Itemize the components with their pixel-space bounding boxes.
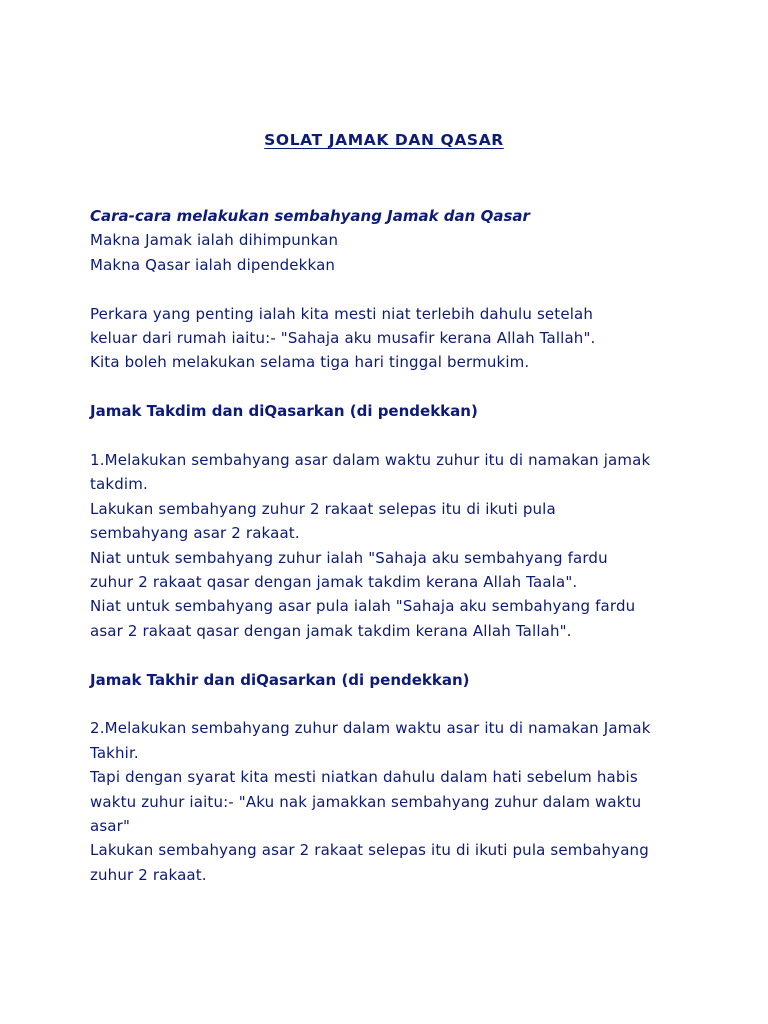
paragraph-gap [90, 692, 720, 716]
text-line: asar 2 rakaat qasar dengan jamak takdim kerana Allah Tallah". [90, 621, 572, 640]
paragraph-gap [90, 643, 720, 667]
document-title: SOLAT JAMAK DAN QASAR [264, 131, 504, 149]
paragraph-gap [90, 424, 720, 448]
section-heading-cara-cara: Cara-cara melakukan sembahyang Jamak dan Qasar [90, 207, 530, 225]
text-line: 1.Melakukan sembahyang asar dalam waktu zuhur itu di namakan jamak [90, 451, 651, 470]
text-line: Perkara yang penting ialah kita mesti niat terlebih dahulu setelah [90, 304, 594, 323]
text-line: Niat untuk sembahyang asar pula ialah "Sahaja aku sembahyang fardu [90, 597, 636, 616]
text-line: Kita boleh melakukan selama tiga hari tinggal bermukim. [90, 353, 530, 372]
text-line: Makna Jamak ialah dihimpunkan [90, 231, 339, 250]
section-heading-jamak-takhir: Jamak Takhir dan diQasarkan (di pendekkan) [90, 670, 470, 689]
text-line: 2.Melakukan sembahyang zuhur dalam waktu asar itu di namakan Jamak [90, 719, 651, 738]
text-line: Niat untuk sembahyang zuhur ialah "Sahaja aku sembahyang fardu [90, 548, 608, 567]
text-line: sembahyang asar 2 rakaat. [90, 524, 300, 543]
text-line: waktu zuhur iaitu:- "Aku nak jamakkan sembahyang zuhur dalam waktu [90, 792, 642, 811]
text-line: takdim. [90, 475, 148, 494]
text-line: zuhur 2 rakaat qasar dengan jamak takdim kerana Allah Taala". [90, 573, 578, 592]
text-line: zuhur 2 rakaat. [90, 865, 207, 884]
paragraph-gap [90, 277, 720, 301]
text-line: asar" [90, 817, 131, 836]
paragraph-gap [90, 375, 720, 399]
document-body [90, 204, 720, 887]
text-line: Takhir. [90, 743, 139, 762]
text-line: Makna Qasar ialah dipendekkan [90, 255, 336, 274]
text-line: keluar dari rumah iaitu:- "Sahaja aku musafir kerana Allah Tallah". [90, 329, 596, 348]
text-line: Lakukan sembahyang zuhur 2 rakaat selepas itu di ikuti pula [90, 499, 556, 518]
section-heading-jamak-takdim: Jamak Takdim dan diQasarkan (di pendekkan) [90, 402, 478, 421]
text-line: Tapi dengan syarat kita mesti niatkan dahulu dalam hati sebelum habis [90, 768, 638, 787]
text-line: Lakukan sembahyang asar 2 rakaat selepas itu di ikuti pula sembahyang [90, 841, 649, 860]
